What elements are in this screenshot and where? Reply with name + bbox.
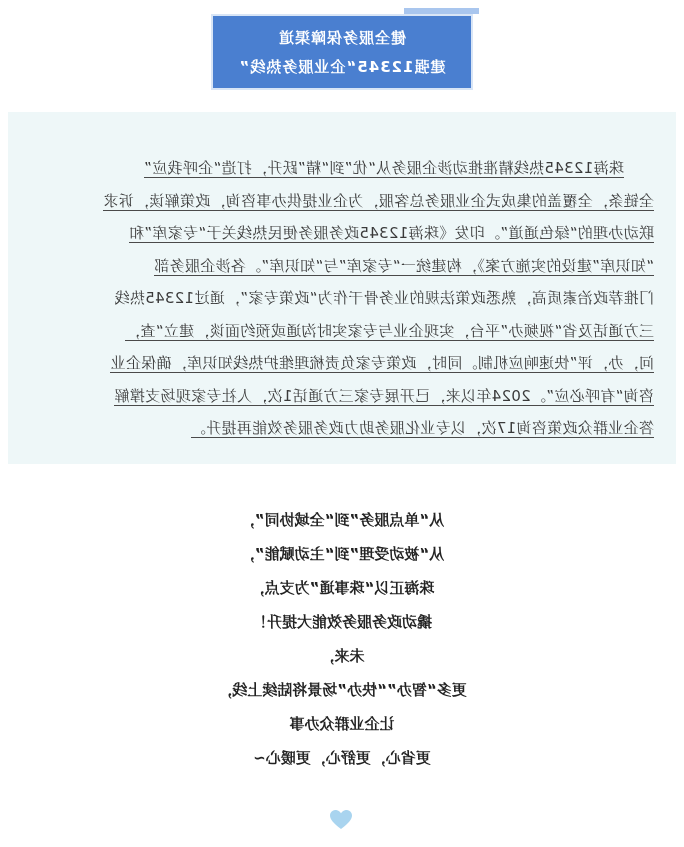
header-title-box [211, 14, 473, 90]
body-line-text: 三方通话及省“视频办”平台，实现企业与专家实时沟通或预约面谈，建立“查， [124, 321, 654, 340]
heart-icon [330, 810, 352, 830]
slogan-line: 更多“智办”“快办”场景将陆续上线， [217, 681, 467, 699]
slogan-block [0, 503, 684, 775]
body-line-text: 答企业群众政策咨询17次，以专业化服务助力政务服务效能再提升。 [190, 419, 654, 437]
body-line [28, 412, 654, 445]
body-line [28, 185, 654, 218]
body-line [28, 315, 654, 348]
body-line-text: 咨询“有呼必应”。2024年以来，已开展专家三方通话1次，人社专家现场支撑解 [114, 386, 654, 405]
header-title-line-2: 建强12345“企业服务热线” [238, 58, 446, 76]
body-panel [8, 112, 676, 464]
body-line [28, 282, 654, 315]
slogan-line: 让企业群众办事 [289, 715, 395, 733]
body-line [28, 152, 654, 185]
body-line [28, 250, 654, 283]
body-line [28, 347, 654, 380]
body-line-text: 门推荐政治素质高，熟悉政策法规的业务骨干作为“政策专家”，通过12345热线 [114, 289, 654, 307]
body-line-text: “知识库”建设的实施方案》，构建统一“专家库”与“知识库”。各涉企服务部 [154, 256, 654, 275]
slogan-line: 从“单点服务”到“全域协同”， [239, 511, 445, 529]
slogan-line: 从“被动受理”到“主动赋能”， [239, 545, 445, 563]
slogan-line: 未来， [319, 647, 365, 665]
body-line-text: 联动办理的“绿色通道”。印发《珠海12345政务服务便民热线关于“专家库”和 [128, 224, 654, 242]
body-line [28, 217, 654, 250]
header-title-line-1: 健全服务保障渠道 [278, 29, 407, 47]
slogan-line: 撬动政务服务效能大提升！ [252, 613, 433, 631]
body-line [28, 380, 654, 413]
body-line-text: 全链条，全覆盖的集成式企业服务总客服，为企业提供办事咨询，政策解读，诉求 [103, 191, 654, 210]
section-header [207, 8, 479, 90]
slogan-line: 更省心，更舒心，更暖心~ [253, 749, 431, 767]
body-line-text: 问，办，评”快速响应机制。同时，政策专家负责梳理维护热线知识库，确保企业 [110, 354, 654, 372]
slogan-line: 珠海正以“珠事通”为支点， [249, 579, 435, 597]
body-line-text: 珠海12345热线精准推动涉企服务从“优”到“精”跃升，打造“企呼我应” [143, 159, 624, 177]
